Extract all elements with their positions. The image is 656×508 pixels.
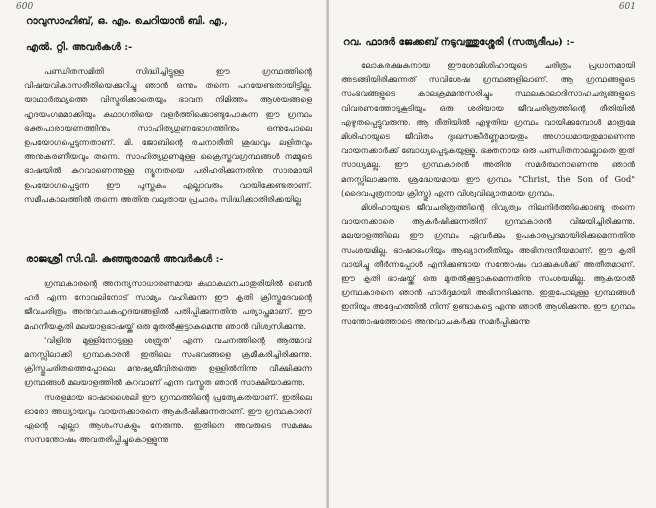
left-page-number: 600 [16, 2, 34, 12]
left-review-text-2 [24, 276, 312, 502]
right-review-text [341, 58, 635, 502]
left-page-title: റാവുസാഹിബ്, ഒ. എം. ചെറിയാൻ ബി. എ., [26, 16, 228, 27]
left-paragraph-1: പണ്ഡിതസമിതി സിദ്ധിച്ചിട്ടുള്ള ഈ ഗ്രന്ഥത്തിന്റെ വിഷയവികാസരീതിയെക്കുറിച്ചു ഞാൻ ഒന്നും തന്നെ പറയേണ്ടതായിട്ടില്ല. യാഥാർത്ഥ്യത്തെ വിസ്മരിക്കാതെയും ഭാവന നിമിത്തം ആശയങ്ങളെ ഹൃദയംഗമമാക്കിയും കഥാഗതിയെ വളർത്തിക്കൊണ്ടുപോകുന്ന ഈ ഗ്രന്ഥം ഭക്തപാരായണത്തിനും സാഹിത്യഗുണഭോഗത്തിനും ഒന്നുപോലെ ഉപയോഗപ്പെടുന്നതാണ്. മി. ജോബിന്റെ രചനാരീതി ശുദ്ധവും ലളിതവും അനുകരണീയവും തന്നെ. സാഹിത്യഗുണമുള്ള ക്രൈസ്തവഗ്രന്ഥങ്ങൾ നമ്മുടെ ഭാഷയിൽ കുറവാണെന്നുള്ള ന്യൂനതയെ പരിഹരിക്കുന്നതിനു സാരമായി ഉപയോഗപ്പെടുന്ന ഈ പുസ്തകം എല്ലാവരും വായിക്കേണ്ടതാണ്. സമീപകാലത്തിൽ തന്നെ അതിനു വലുതായ പ്രചാരം സിദ്ധിക്കാതിരിക്കയില്ല [24, 66, 312, 204]
right-paragraph-1: ലോകരക്ഷകനായ ഈശോമിശിഹായുടെ ചരിത്രം പ്രധാനമായി അടങ്ങിയിരിക്കുന്നത് സവിശേഷ ഗ്രന്ഥങ്ങളിലാണ്. ആ ഗ്രന്ഥങ്ങളുടെ സംഭവങ്ങളുടെ കാലക്രമമനുസരിച്ചും സ്ഥലകാലാദിസാഹചര്യങ്ങളുടെ വിവരണത്തോടുകൂടിയും ഒരു ശരിയായ ജീവചരിത്രത്തിന്റെ രീതിയിൽ എഴുതപ്പെട്ടുവരുന്നു. ആ രീതിയിൽ എഴുതിയ ഗ്രന്ഥം വായിക്കുമ്പോൾ മാത്രമേ മിശിഹായുടെ ജീവിതം ദുഃഖസങ്കീർണ്ണമായതും അഗാധമായതുമാണെന്നു വായനക്കാർക്ക് ബോധ്യപ്പെടുകയുള്ളൂ. ഭക്തനായ ഒരു പണ്ഡിതനാലല്ലാതെ ഇത് സാധ്യമല്ല. ഈ ഗ്രന്ഥകാരൻ അതിനു സമർത്ഥനാണെന്നു ഞാൻ മനസ്സിലാക്കുന്നു. ശ്രദ്ധേയമായ ഈ ഗ്രന്ഥം "Christ, the Son of God" (ദൈവപുത്രനായ ക്രിസ്തു) എന്ന വിശ്വവിഖ്യാതമായ ഗ്രന്ഥം. [341, 60, 635, 198]
left-page-subtitle: എൽ. റ്റി. അവർകൾ :- [26, 42, 133, 53]
left-paragraph-4: സരളമായ ഭാഷാശൈലി ഈ ഗ്രന്ഥത്തിന്റെ പ്രത്യേകതയാണ്. ഇതിലെ ഓരോ അധ്യായവും വായനക്കാരനെ ആകർഷിക്കുന്നതാണ്. ഈ ഗ്രന്ഥകാരന് എന്റെ എല്ലാ ആശംസകളും നേരുന്നു. ഇതിനെ അവരുടെ സമക്ഷം സസന്തോഷം അവതരിപ്പിച്ചുകൊള്ളുന്നു [24, 391, 312, 445]
left-page [0, 0, 327, 508]
left-section-title: രാജശ്രീ സി.വി. കുഞ്ഞുരാമൻ അവർകൾ :- [26, 254, 224, 265]
right-paragraph-2: മിശിഹായുടെ ജീവചരിത്രത്തിന്റെ ദിവ്യത്വം നിലനിർത്തിക്കൊണ്ടു തന്നെ വായനക്കാരെ ആകർഷിക്കുന്നതിന് ഗ്രന്ഥകാരൻ വിജയിച്ചിരിക്കുന്നു. മലയാളത്തിലെ ഈ ഗ്രന്ഥം ഏവർക്കും ഉപകാരപ്രദമായിരിക്കുമെന്നതിനു സംശയമില്ല. ഭാഷാഭംഗിയും ആഖ്യാനരീതിയും അഭിനന്ദനീയമാണ്. ഈ കൃതി വായിച്ചു തീർന്നപ്പോൾ എനിക്കുണ്ടായ സന്തോഷം വാക്കുകൾക്ക് അതീതമാണ്. ഈ കൃതി ഭാഷയ്ക്ക് ഒരു മുതൽക്കൂട്ടാകുമെന്നതിനു സംശയമില്ല. ആകയാൽ ഗ്രന്ഥകാരനെ ഞാൻ ഹാർദ്ദമായി അഭിനന്ദിക്കുന്നു. ഇതുപോലുള്ള ഗ്രന്ഥങ്ങൾ ഇനിയും അദ്ദേഹത്തിൽ നിന്ന് ഉണ്ടാകട്ടെ എന്നു ഞാൻ ആശിക്കുന്നു. ഈ ഗ്രന്ഥം സന്തോഷത്തോടെ അനുവാചകർക്കു സമർപ്പിക്കുന്നു [341, 202, 635, 326]
left-paragraph-2: ഗ്രന്ഥകാരന്റെ അനന്യസാധാരണമായ കഥാകഥനചാതുരിയിൽ ബെൻ ഹർ എന്ന നോവലിനോട് സാമ്യം വഹിക്കുന്ന ഈ കൃതി ക്രിസ്തുദേവന്റെ ജീവചരിത്രം അനുവാചകഹൃദയങ്ങളിൽ പതിപ്പിക്കുന്നതിനു പര്യാപ്തമാണ്. ഈ മഹനീയകൃതി മലയാളഭാഷയ്ക്ക് ഒരു മുതൽക്കൂട്ടാകുമെന്നു ഞാൻ വിശ്വസിക്കുന്നു. [24, 278, 312, 331]
right-page [329, 0, 656, 508]
right-page-number: 601 [618, 2, 636, 12]
left-paragraph-3: 'വിളിനു മുള്ളിനോടുള്ള ശത്രുത' എന്ന വചനത്തിന്റെ ആത്മാവ് മനസ്സിലാക്കി ഗ്രന്ഥകാരൻ ഇതിലെ സംഭവങ്ങളെ ക്രമീകരിച്ചിരിക്കുന്നു. ക്രിസ്തുചരിതത്തെപ്പോലെ മനുഷ്യജീവിതത്തെ ഉള്ളിൽനിന്നു വീക്ഷിക്കുന്ന ഗ്രന്ഥങ്ങൾ മലയാളത്തിൽ കുറവാണ് എന്ന വസ്തുത ഞാൻ സാക്ഷിയാക്കുന്നു. [24, 334, 312, 388]
right-page-title: റവ. ഫാദർ ജേക്കബ് നടുവത്തുശ്ശേരി (സത്യദീപം) :- [343, 37, 575, 48]
left-review-text [24, 64, 312, 239]
